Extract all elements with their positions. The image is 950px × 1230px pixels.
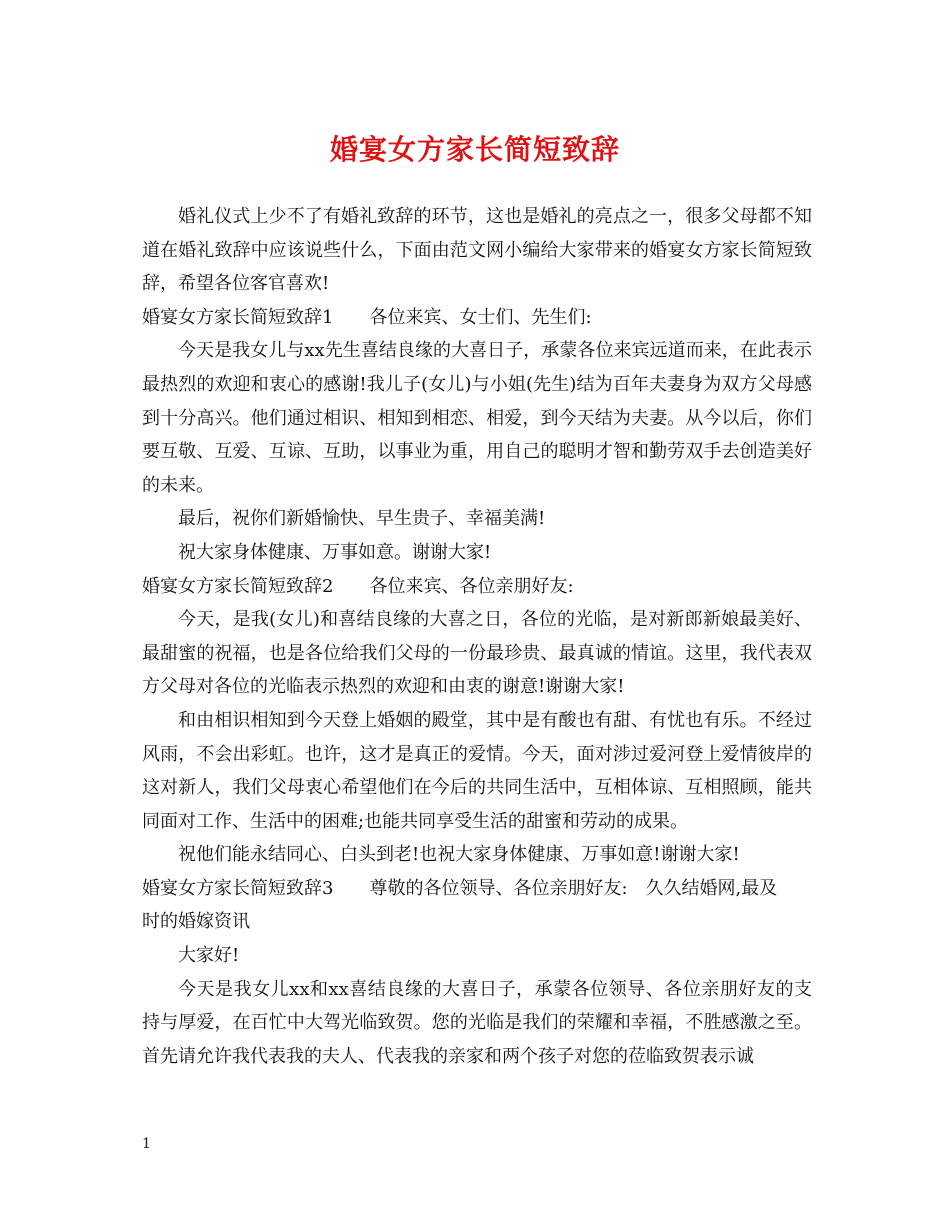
section-heading-2 bbox=[142, 570, 812, 604]
section-greeting-2: 各位来宾、各位亲朋好友: bbox=[369, 575, 574, 597]
section-greeting-1: 各位来宾、女士们、先生们: bbox=[369, 306, 592, 328]
section-title-2: 婚宴女方家长简短致辞2 bbox=[142, 575, 334, 597]
section-tail-3: 久久结婚网,最及 bbox=[645, 877, 778, 899]
section-2-paragraph-1: 今天，是我(女儿)和喜结良缘的大喜之日，各位的光临，是对新郎新娘最美好、最甜蜜的祝福，也是各位给我们父母的一份最珍贵、最真诚的情谊。这里，我代表双方父母对各位的光临表示热烈的欢迎和由衷的谢意!谢谢大家! bbox=[142, 609, 812, 698]
section-title-1: 婚宴女方家长简短致辞1 bbox=[142, 306, 334, 328]
document-body bbox=[142, 200, 812, 1073]
section-3-paragraph-2: 今天是我女儿xx和xx喜结良缘的大喜日子，承蒙各位领导、各位亲朋好友的支持与厚爱，在百忙中大驾光临致贺。您的光临是我们的荣耀和幸福，不胜感激之至。首先请允许我代表我的夫人、代表我的亲家和两个孩子对您的莅临致贺表示诚 bbox=[142, 978, 812, 1067]
section-3-paragraph-1: 大家好! bbox=[178, 945, 240, 967]
section-2-paragraph-3: 祝他们能永结同心、白头到老!也祝大家身体健康、万事如意!谢谢大家! bbox=[178, 844, 740, 866]
document-title: 婚宴女方家长简短致辞 bbox=[329, 133, 620, 166]
section-heading-3 bbox=[142, 872, 812, 906]
section-2-paragraph-2: 和由相识相知到今天登上婚姻的殿堂，其中是有酸也有甜、有忧也有乐。不经过风雨，不会出彩虹。也许，这才是真正的爱情。今天，面对涉过爱河登上爱情彼岸的这对新人，我们父母衷心希望他们在今后的共同生活中，互相体谅、互相照顾，能共同面对工作、生活中的困难;也能共同享受生活的甜蜜和劳动的成果。 bbox=[142, 709, 812, 832]
intro-paragraph: 婚礼仪式上少不了有婚礼致辞的环节，这也是婚礼的亮点之一，很多父母都不知道在婚礼致辞中应该说些什么，下面由范文网小编给大家带来的婚宴女方家长简短致辞，希望各位客官喜欢! bbox=[142, 206, 812, 295]
section-1-paragraph-1: 今天是我女儿与xx先生喜结良缘的大喜日子，承蒙各位来宾远道而来，在此表示最热烈的欢迎和衷心的感谢!我儿子(女儿)与小姐(先生)结为百年夫妻身为双方父母感到十分高兴。他们通过相识、相知到相恋、相爱，到今天结为夫妻。从今以后，你们要互敬、互爱、互谅、互助，以事业为重，用自己的聪明才智和勤劳双手去创造美好的未来。 bbox=[142, 340, 812, 496]
section-greeting-3: 尊敬的各位领导、各位亲朋好友: bbox=[369, 877, 628, 899]
page-number: 1 bbox=[142, 1136, 151, 1152]
section-3-tail-continuation: 时的婚嫁资讯 bbox=[142, 911, 250, 933]
section-1-paragraph-3: 祝大家身体健康、万事如意。谢谢大家! bbox=[178, 541, 492, 563]
section-1-paragraph-2: 最后，祝你们新婚愉快、早生贵子、幸福美满! bbox=[178, 508, 546, 530]
section-title-3: 婚宴女方家长简短致辞3 bbox=[142, 877, 334, 899]
section-heading-1 bbox=[142, 301, 812, 335]
